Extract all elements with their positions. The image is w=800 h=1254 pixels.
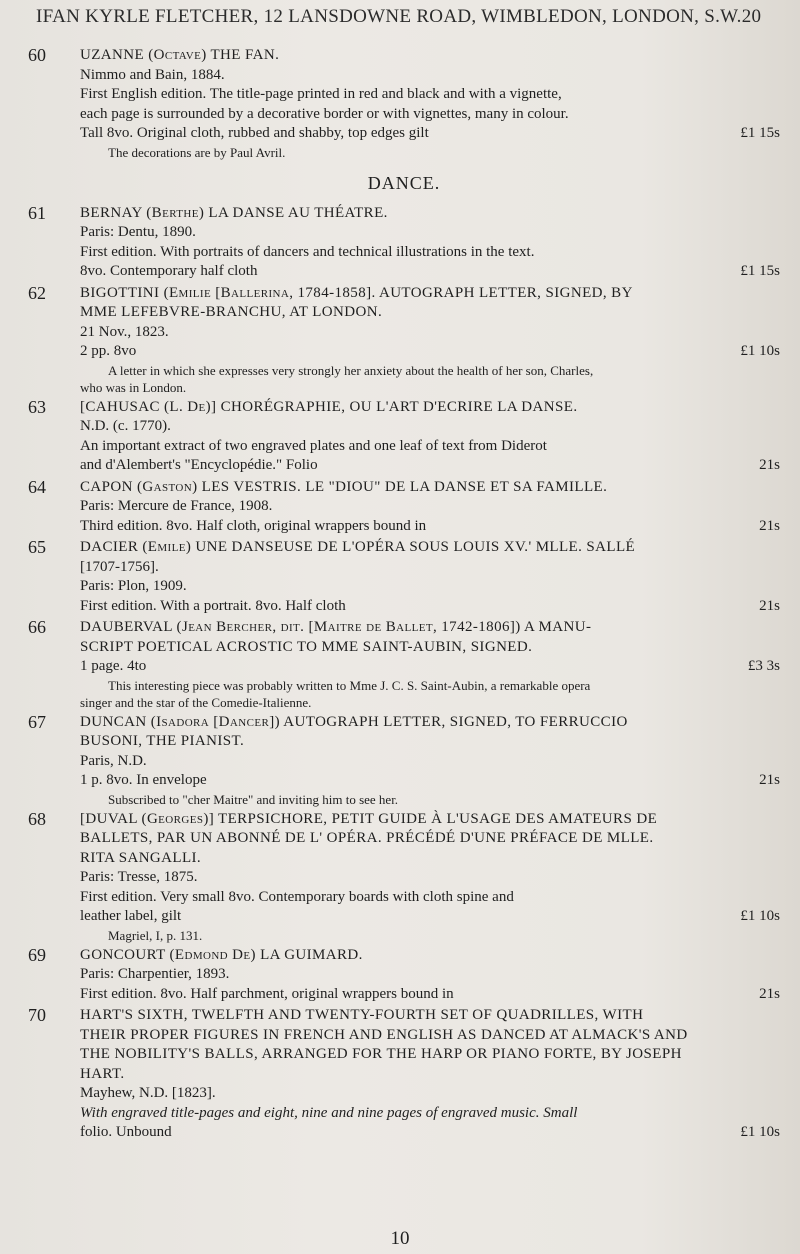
lot-title: CAPON (Gaston) LES VESTRIS. LE "DIOU" DE LA DANSE ET SA FAMILLE.	[80, 478, 608, 495]
lot-entry	[28, 946, 780, 1005]
lot-title: [CAHUSAC (L. De)] CHORÉGRAPHIE, OU L'ART D'ECRIRE LA DANSE.	[80, 398, 578, 415]
lot-line: Paris: Charpentier, 1893.	[80, 966, 230, 982]
lot-entry	[28, 538, 780, 616]
lot-number: 61	[28, 202, 46, 223]
lot-description: 1 p. 8vo. In envelope	[80, 772, 207, 788]
lot-price-row	[80, 907, 780, 927]
lot-note: Magriel, I, p. 131.	[108, 927, 203, 943]
lot-number: 60	[28, 45, 46, 65]
lot-description: First edition. 8vo. Half parchment, original wrappers bound in	[80, 985, 454, 1002]
page-header: IFAN KYRLE FLETCHER, 12 LANSDOWNE ROAD, WIMBLEDON, LONDON, S.W.20	[36, 6, 762, 27]
lot-title: UZANNE (Octave) THE FAN.	[80, 47, 280, 63]
lot-entry	[28, 284, 780, 396]
lot-number: 69	[28, 944, 46, 965]
lot-title: HART'S SIXTH, TWELFTH AND TWENTY-FOURTH SET OF QUADRILLES, WITH	[80, 1007, 644, 1023]
lot-price-row	[80, 1123, 780, 1143]
lot-line: HART.	[80, 1065, 125, 1082]
lot-price-row	[80, 262, 780, 282]
lot-line: Paris: Plon, 1909.	[80, 578, 187, 594]
lot-price: £1 10s	[740, 908, 780, 924]
lot-price: £1 10s	[740, 1124, 780, 1140]
lot-price-row	[80, 517, 780, 537]
lot-line: Paris, N.D.	[80, 752, 147, 769]
section-title: DANCE.	[367, 172, 441, 193]
lot-price: 21s	[759, 457, 780, 473]
lot-title: GONCOURT (Edmond De) LA GUIMARD.	[80, 946, 363, 963]
lot-description: folio. Unbound	[80, 1124, 172, 1140]
lot-line: MME LEFEBVRE-BRANCHU, AT LONDON.	[80, 304, 383, 320]
lot-price-row	[80, 771, 780, 791]
lot-note: A letter in which she expresses very strongly her anxiety about the health of her son, Charles,	[108, 362, 594, 378]
lot-price: £3 3s	[747, 658, 780, 674]
lot-entry	[28, 46, 780, 161]
lot-line: Paris: Dentu, 1890.	[80, 224, 196, 240]
lot-line: Nimmo and Bain, 1884.	[80, 66, 225, 83]
lot-description: Third edition. 8vo. Half cloth, original wrappers bound in	[80, 517, 427, 534]
lot-note: Subscribed to "cher Maitre" and inviting him to see her.	[108, 791, 399, 807]
lot-note-continued: who was in London.	[80, 379, 187, 395]
page-number: 10	[390, 1228, 410, 1249]
lot-entry	[28, 618, 780, 711]
lot-description: First edition. With a portrait. 8vo. Half cloth	[80, 597, 346, 614]
lot-line: each page is surrounded by a decorative border or with vignettes, many in colour.	[80, 105, 569, 122]
lot-price: £1 10s	[740, 343, 780, 359]
lot-entry	[28, 1006, 780, 1143]
lot-description: and d'Alembert's "Encyclopédie." Folio	[80, 457, 318, 473]
lot-price-row	[80, 657, 780, 677]
lot-number: 68	[28, 808, 46, 829]
lot-price: 21s	[759, 517, 780, 534]
lot-number: 67	[28, 711, 46, 732]
lot-line: First edition. With portraits of dancers and technical illustrations in the text.	[80, 243, 535, 260]
lot-title: BERNAY (Berthe) LA DANSE AU THÉATRE.	[80, 204, 388, 221]
lot-description: 1 page. 4to	[80, 658, 147, 674]
lot-title: DUNCAN (Isadora [Dancer]) AUTOGRAPH LETTER, SIGNED, TO FERRUCCIO	[80, 713, 628, 730]
lot-price: 21s	[759, 597, 780, 614]
lot-entry	[28, 204, 780, 282]
lot-number: 70	[28, 1005, 46, 1025]
lot-line: SCRIPT POETICAL ACROSTIC TO MME SAINT-AUBIN, SIGNED.	[80, 638, 533, 655]
lot-number: 62	[28, 282, 46, 303]
lot-number: 65	[28, 537, 46, 557]
lot-note: The decorations are by Paul Avril.	[108, 144, 286, 160]
lot-price-row	[80, 985, 780, 1005]
lot-line: BALLETS, PAR UN ABONNÉ DE L' OPÉRA. PRÉCÉDÉ D'UNE PRÉFACE DE MLLE.	[80, 830, 654, 846]
lot-note: This interesting piece was probably written to Mme J. C. S. Saint-Aubin, a remarkable opera	[108, 677, 591, 693]
lot-line: With engraved title-pages and eight, nine and nine pages of engraved music. Small	[80, 1104, 578, 1121]
lot-description: 2 pp. 8vo	[80, 343, 137, 359]
lot-note-continued: singer and the star of the Comedie-Italienne.	[80, 694, 312, 710]
lot-price: £1 15s	[740, 125, 780, 141]
lot-entry	[28, 398, 780, 476]
lot-entry	[28, 713, 780, 808]
lot-line: Paris: Tresse, 1875.	[80, 869, 198, 885]
lot-number: 63	[28, 396, 46, 417]
lot-price-row	[80, 342, 780, 362]
lot-number: 66	[28, 617, 46, 637]
catalogue-content	[28, 46, 780, 1145]
lot-line: THEIR PROPER FIGURES IN FRENCH AND ENGLISH AS DANCED AT ALMACK'S AND	[80, 1026, 688, 1043]
lot-line: 21 Nov., 1823.	[80, 323, 169, 340]
lot-price-row	[80, 124, 780, 144]
lot-line: Paris: Mercure de France, 1908.	[80, 498, 273, 514]
lot-title: DAUBERVAL (Jean Bercher, dit. [Maitre de Ballet, 1742-1806]) A MANU-	[80, 619, 592, 635]
lot-title: [DUVAL (Georges)] TERPSICHORE, PETIT GUIDE À L'USAGE DES AMATEURS DE	[80, 810, 658, 827]
lot-price-row	[80, 456, 780, 476]
lot-entry	[28, 810, 780, 944]
lot-description: leather label, gilt	[80, 908, 182, 924]
lot-line: First English edition. The title-page printed in red and black and with a vignette,	[80, 86, 562, 102]
lot-line: N.D. (c. 1770).	[80, 418, 171, 434]
lot-description: Tall 8vo. Original cloth, rubbed and shabby, top edges gilt	[80, 125, 429, 141]
lot-line: Mayhew, N.D. [1823].	[80, 1085, 216, 1101]
lot-line: THE NOBILITY'S BALLS, ARRANGED FOR THE HARP OR PIANO FORTE, BY JOSEPH	[80, 1046, 682, 1062]
lot-line: BUSONI, THE PIANIST.	[80, 733, 245, 749]
lot-line: First edition. Very small 8vo. Contemporary boards with cloth spine and	[80, 888, 514, 905]
lot-description: 8vo. Contemporary half cloth	[80, 263, 258, 279]
lot-price: 21s	[759, 985, 780, 1002]
lot-title: DACIER (Emile) UNE DANSEUSE DE L'OPÉRA SOUS LOUIS XV.' MLLE. SALLÉ	[80, 539, 636, 555]
lot-line: RITA SANGALLI.	[80, 849, 202, 866]
lot-entry	[28, 478, 780, 537]
lot-number: 64	[28, 476, 46, 497]
lot-line: [1707-1756].	[80, 558, 159, 575]
lot-price-row	[80, 597, 780, 617]
lot-line: An important extract of two engraved plates and one leaf of text from Diderot	[80, 437, 547, 454]
lot-title: BIGOTTINI (Emilie [Ballerina, 1784-1858]. AUTOGRAPH LETTER, SIGNED, BY	[80, 284, 633, 301]
lot-price: £1 15s	[740, 263, 780, 279]
lot-price: 21s	[759, 772, 780, 788]
